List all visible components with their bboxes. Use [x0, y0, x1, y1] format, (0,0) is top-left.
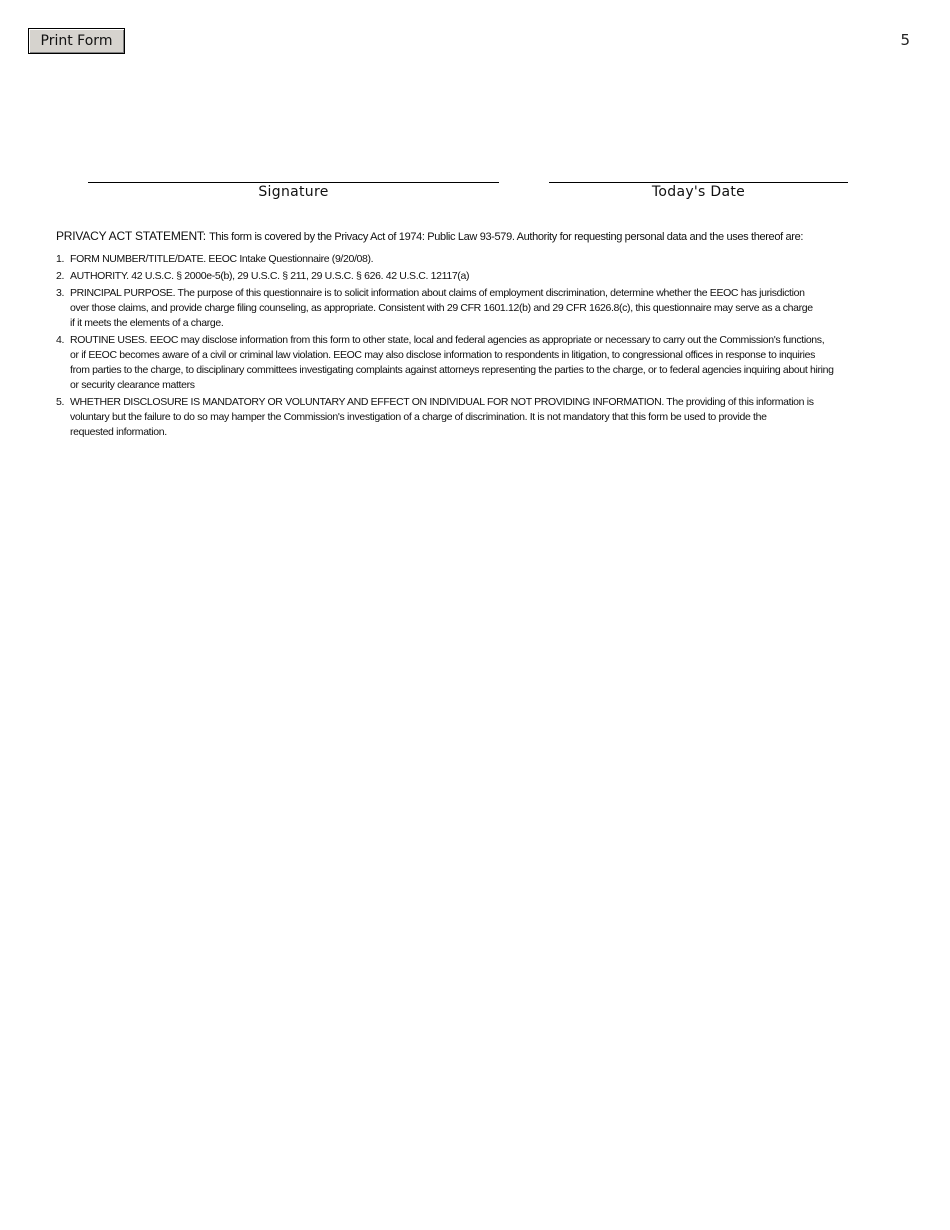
item-number: 2. [56, 270, 65, 282]
item-line: from parties to the charge, to disciplinary committees investigating complaints against attorneys representing the parties to the charge, or to federal agencies inquiring about hiring [70, 364, 834, 376]
privacy-item [56, 395, 886, 440]
item-line: PRINCIPAL PURPOSE. The purpose of this questionnaire is to solicit information about claims of employment discrimination, determine whether the EEOC has jurisdiction [70, 287, 805, 299]
item-line: WHETHER DISCLOSURE IS MANDATORY OR VOLUNTARY AND EFFECT ON INDIVIDUAL FOR NOT PROVIDING INFORMATION. The providing of this information is [70, 396, 814, 408]
item-line: ROUTINE USES. EEOC may disclose information from this form to other state, local and federal agencies as appropriate or necessary to carry out the Commission's functions, [70, 334, 825, 346]
privacy-item [56, 333, 886, 393]
item-line: or if EEOC becomes aware of a civil or criminal law violation. EEOC may also disclose information to respondents in litigation, to congressional offices in response to inquiries [70, 349, 815, 361]
privacy-heading: PRIVACY ACT STATEMENT: [56, 229, 206, 243]
item-line: or security clearance matters [70, 379, 195, 391]
privacy-list [56, 252, 886, 440]
item-line: over those claims, and provide charge filing counseling, as appropriate. Consistent with 29 CFR 1601.12(b) and 29 CFR 1626.8(c), this questionnaire may serve as a charge [70, 302, 813, 314]
privacy-item [56, 286, 886, 331]
item-number: 3. [56, 287, 65, 299]
privacy-act-statement [56, 229, 886, 442]
privacy-item [56, 252, 886, 267]
item-line: FORM NUMBER/TITLE/DATE. EEOC Intake Questionnaire (9/20/08). [70, 253, 374, 265]
item-number: 4. [56, 334, 65, 346]
item-line: if it meets the elements of a charge. [70, 317, 224, 329]
item-line: requested information. [70, 426, 167, 438]
page-number: 5 [900, 31, 910, 49]
date-label: Today's Date [651, 184, 746, 200]
privacy-intro-text: This form is covered by the Privacy Act of 1974: Public Law 93-579. Authority for requesting personal data and the uses thereof are: [209, 231, 804, 243]
signature-label: Signature [258, 184, 329, 200]
item-number: 1. [56, 253, 65, 265]
signature-line[interactable] [88, 182, 499, 183]
item-number: 5. [56, 396, 65, 408]
date-line[interactable] [549, 182, 848, 183]
privacy-intro [56, 229, 886, 244]
item-line: voluntary but the failure to do so may hamper the Commission's investigation of a charge of discrimination. It is not mandatory that this form be used to provide the [70, 411, 767, 423]
print-form-button[interactable]: Print Form [28, 28, 125, 54]
item-line: AUTHORITY. 42 U.S.C. § 2000e-5(b), 29 U.S.C. § 211, 29 U.S.C. § 626. 42 U.S.C. 12117(a) [70, 270, 470, 282]
privacy-item [56, 269, 886, 284]
